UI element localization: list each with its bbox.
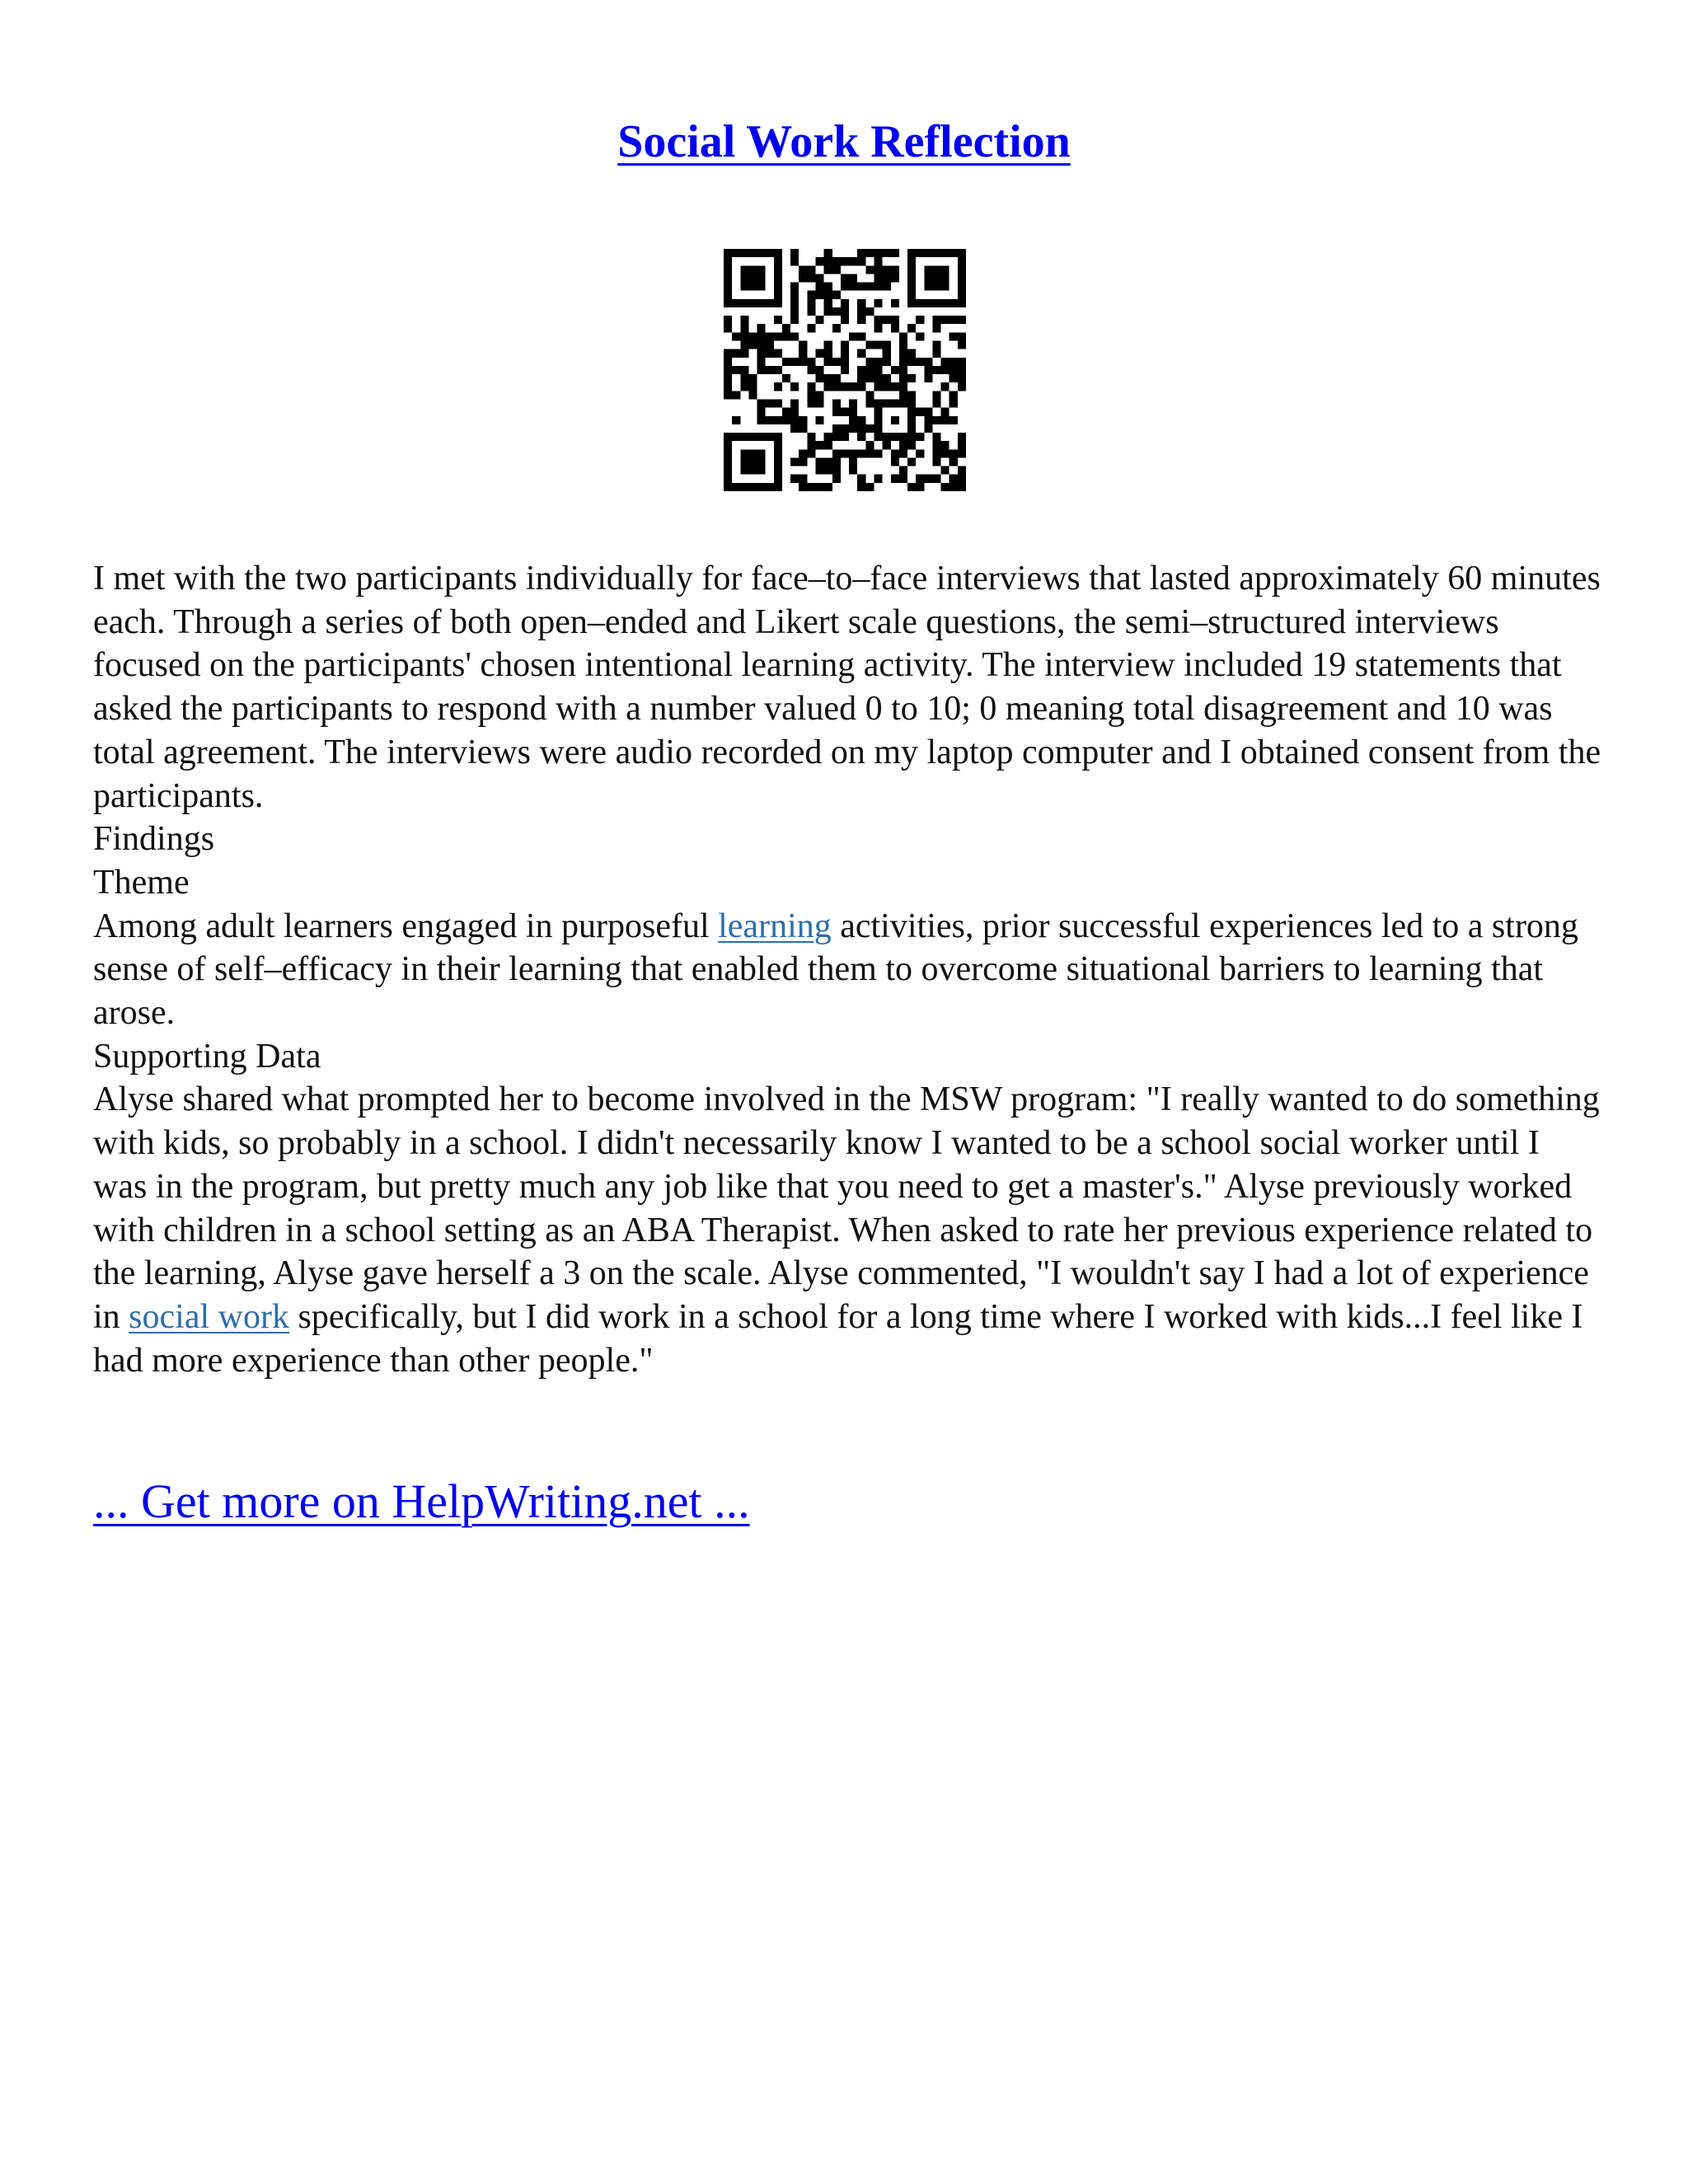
social-work-link[interactable]: social work — [129, 1297, 289, 1336]
theme-paragraph — [93, 905, 1601, 1035]
supporting-text-after: specifically, but I did work in a school for a long time where I worked with kids...I feel like I had more experience than other people." — [93, 1297, 1583, 1380]
title-container — [0, 115, 1688, 168]
intro-paragraph: I met with the two participants individually for face–to–face interviews that lasted approximately 60 minutes each. Through a series of both open–ended and Likert scale questions, the semi–structured interviews focused on the participants' chosen intentional learning activity. The interview included 19 statements that asked the participants to respond with a number valued 0 to 10; 0 meaning total disagreement and 10 was total agreement. The interviews were audio recorded on my laptop computer and I obtained consent from the participants. — [93, 560, 1601, 815]
get-more-link[interactable]: ... Get more on HelpWriting.net ... — [93, 1474, 750, 1528]
theme-text-before: Among adult learners engaged in purposeful — [93, 907, 719, 945]
supporting-heading: Supporting Data — [93, 1037, 321, 1076]
document-body — [93, 557, 1601, 1382]
document-title-link[interactable]: Social Work Reflection — [617, 116, 1071, 167]
learning-link[interactable]: learning — [718, 907, 832, 945]
theme-heading: Theme — [93, 863, 190, 902]
qr-code-icon — [724, 249, 966, 491]
supporting-paragraph — [93, 1078, 1601, 1382]
findings-heading: Findings — [93, 820, 215, 859]
supporting-text-before: Alyse shared what prompted her to become involved in the MSW program: "I really wanted to do something with kids, so probably in a school. I didn't necessarily know I wanted to be a school social worker until I was in the program, but pretty much any job like that you need to get a master's." Alyse previously worked with children in a school setting as an ABA Therapist. When asked to rate her previous experience related to the learning, Alyse gave herself a 3 on the scale. Alyse commented, "I wouldn't say I had a lot of experience in — [93, 1080, 1600, 1336]
theme-text-after: activities, prior successful experiences led to a strong sense of self–efficacy in their learning that enabled them to overcome situational barriers to learning that arose. — [93, 907, 1578, 1033]
